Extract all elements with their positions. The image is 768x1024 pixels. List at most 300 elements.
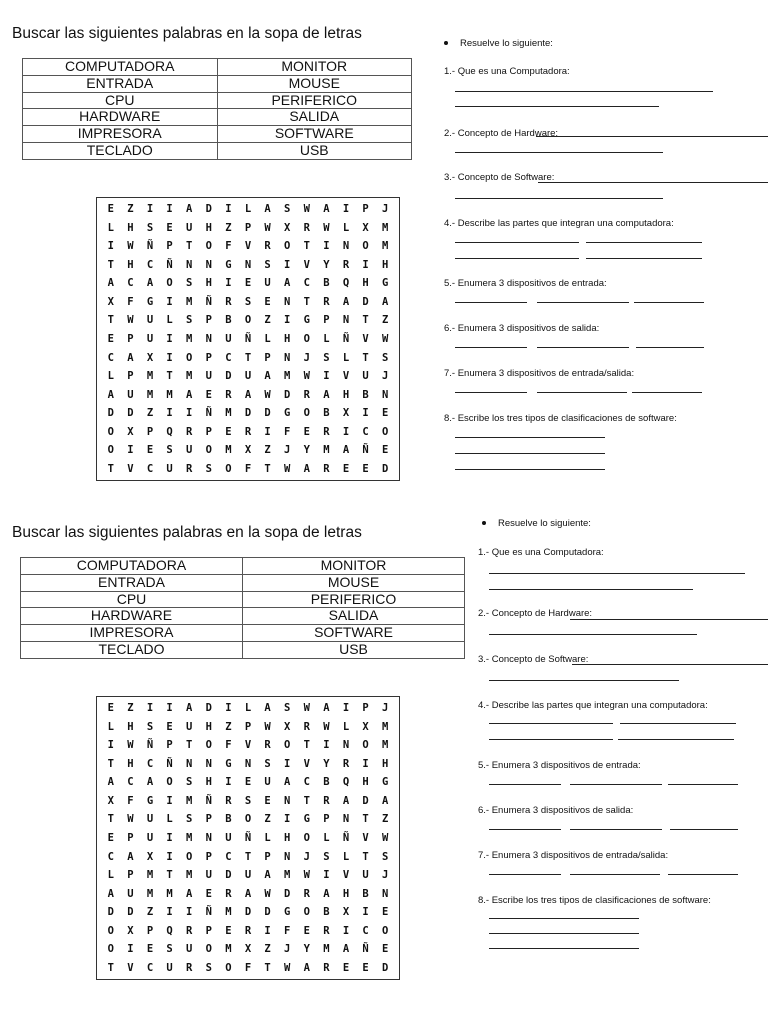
grid-letter: V [244,240,252,253]
grid-letter: H [284,332,291,345]
word-list-table [20,557,465,659]
grid-letter: A [186,702,193,715]
grid-letter: O [107,924,114,937]
answer-line[interactable] [489,739,613,740]
answer-line[interactable] [572,664,768,665]
grid-letter: E [264,295,271,308]
answer-line[interactable] [586,258,702,259]
grid-letter: O [303,407,310,420]
grid-letter: E [146,943,154,956]
grid-letter: C [107,850,114,863]
grid-letter: W [303,702,310,715]
grid-letter: P [244,720,252,733]
answer-line[interactable] [586,242,702,243]
grid-letter: U [264,776,271,789]
grid-letter: E [362,462,369,475]
grid-letter: D [225,370,232,383]
grid-letter: U [146,314,154,327]
grid-letter: S [264,757,271,770]
grid-letter: C [146,258,154,271]
grid-letter: N [205,332,212,345]
grid-letter: I [264,924,271,937]
grid-letter: O [166,776,173,789]
grid-letter: M [284,370,291,383]
grid-letter: P [205,425,212,438]
grid-letter: E [382,906,389,919]
grid-letter: J [382,702,389,715]
grid-letter: X [342,407,350,420]
grid-letter: W [264,887,271,900]
answer-line[interactable] [455,198,663,199]
grid-letter: M [186,831,193,844]
grid-letter: Ñ [205,295,212,308]
grid-letter: G [225,757,232,770]
grid-letter: I [166,794,173,807]
grid-letter: T [107,314,114,327]
question-1: 1.- Que es una Computadora: [478,547,604,558]
grid-letter: R [323,961,330,974]
grid-letter: W [382,831,389,844]
grid-letter: M [323,444,330,457]
grid-letter: Q [166,425,173,438]
grid-letter: H [362,776,369,789]
word-row [23,126,412,143]
grid-letter: Y [323,258,330,271]
question-7: 7.- Enumera 3 dispositivos de entrada/salida: [444,368,635,379]
word-row [23,142,412,159]
grid-letter: A [323,203,330,216]
grid-letter: Q [342,776,350,789]
word-cell: PERIFERICO [243,591,465,608]
grid-letter: O [303,332,310,345]
grid-letter: I [146,702,154,715]
grid-letter: B [362,887,369,900]
grid-letter: O [186,351,193,364]
answer-line[interactable] [570,619,768,620]
answer-line[interactable] [489,933,639,934]
grid-letter: D [284,388,291,401]
grid-letter: A [107,388,114,401]
grid-letter: I [284,258,291,271]
word-list-table [22,58,412,160]
answer-line[interactable] [455,242,579,243]
grid-letter: I [107,240,114,253]
grid-letter: A [107,776,114,789]
question-8: 8.- Escribe los tres tipos de clasificaciones de software: [478,895,711,906]
grid-letter: L [166,314,173,327]
answer-line[interactable] [489,723,613,724]
answer-line[interactable] [489,680,679,681]
grid-letter: U [244,869,252,882]
grid-letter: W [303,203,310,216]
answer-line[interactable] [632,392,702,393]
grid-letter: H [127,221,134,234]
grid-letter: M [382,739,389,752]
grid-letter: Y [303,444,310,457]
grid-letter: S [205,961,212,974]
answer-line[interactable] [489,874,561,875]
answer-line[interactable] [537,302,629,303]
grid-letter: H [284,831,291,844]
grid-letter: O [225,961,232,974]
answer-line[interactable] [668,874,738,875]
grid-letter: I [186,407,193,420]
grid-letter: I [284,813,291,826]
grid-letter: C [127,277,134,290]
word-row [23,75,412,92]
grid-letter: A [264,370,271,383]
grid-letter: L [342,720,350,733]
grid-letter: U [146,831,154,844]
grid-letter: B [225,813,232,826]
grid-letter: A [127,351,134,364]
grid-letter: S [284,702,291,715]
answer-line[interactable] [455,91,713,92]
answer-line[interactable] [570,829,662,830]
grid-letter: E [303,425,310,438]
grid-letter: Z [146,906,154,919]
grid-letter: A [342,444,350,457]
word-row [23,109,412,126]
grid-letter: U [166,961,173,974]
grid-letter: T [303,739,310,752]
grid-letter: L [107,869,114,882]
grid-letter: Z [382,314,389,327]
grid-letter: M [146,370,154,383]
grid-letter: A [186,887,193,900]
grid-letter: Z [264,314,271,327]
grid-letter: E [107,702,114,715]
grid-letter: J [303,850,310,863]
grid-letter: I [284,314,291,327]
grid-letter: X [284,221,291,234]
grid-letter: N [382,388,389,401]
grid-letter: R [186,924,193,937]
grid-letter: S [382,351,389,364]
answer-line[interactable] [537,392,627,393]
grid-letter: I [342,924,350,937]
answer-line[interactable] [537,347,629,348]
grid-letter: W [264,221,271,234]
answer-line[interactable] [455,152,663,153]
word-cell: MONITOR [243,558,465,575]
grid-letter: X [127,425,134,438]
grid-letter: R [342,757,350,770]
grid-letter: P [205,850,212,863]
grid-letter: A [342,295,350,308]
grid-letter: L [107,370,114,383]
grid-letter: H [382,258,389,271]
grid-letter: Ñ [146,240,154,253]
grid-letter: S [186,314,193,327]
grid-letter: I [323,240,330,253]
grid-letter: O [205,444,212,457]
answer-line[interactable] [489,634,697,635]
grid-letter: H [205,277,212,290]
answer-line[interactable] [634,302,704,303]
answer-line[interactable] [489,829,561,830]
grid-letter: X [362,221,369,234]
grid-letter: I [225,203,232,216]
answer-line[interactable] [455,392,527,393]
grid-letter: C [146,757,154,770]
grid-letter: X [362,720,369,733]
word-cell: SOFTWARE [217,126,412,143]
grid-letter: Y [303,943,310,956]
grid-letter: G [146,794,154,807]
grid-letter: I [166,702,173,715]
grid-letter: O [284,739,291,752]
grid-letter: T [166,869,173,882]
answer-line[interactable] [455,469,605,470]
grid-letter: R [323,425,330,438]
grid-letter: E [107,831,114,844]
grid-letter: I [264,425,271,438]
grid-letter: U [166,462,173,475]
answer-line[interactable] [455,106,659,107]
word-row [23,59,412,76]
grid-letter: N [205,757,212,770]
grid-letter: T [362,314,369,327]
grid-letter: N [186,258,193,271]
grid-letter: F [244,961,252,974]
grid-letter: E [166,221,173,234]
grid-letter: X [107,794,114,807]
grid-letter: L [342,351,350,364]
grid-letter: T [166,370,173,383]
grid-letter: A [264,702,271,715]
grid-letter: N [382,887,389,900]
answer-line[interactable] [455,258,579,259]
word-cell: IMPRESORA [21,625,243,642]
grid-letter: W [264,388,271,401]
grid-letter: F [284,425,291,438]
grid-letter: Z [127,702,134,715]
answer-line[interactable] [570,874,660,875]
answer-line[interactable] [489,948,639,949]
grid-letter: R [244,425,252,438]
grid-letter: A [323,702,330,715]
grid-letter: C [225,351,232,364]
grid-letter: U [127,887,134,900]
grid-letter: U [146,332,154,345]
answer-line[interactable] [455,347,527,348]
grid-letter: D [205,203,212,216]
grid-letter: O [205,240,212,253]
question-2: 2.- Concepto de Hardware: [478,608,593,619]
grid-letter: T [362,850,369,863]
grid-letter: W [303,370,310,383]
word-cell: TECLADO [21,641,243,658]
word-cell: HARDWARE [21,608,243,625]
grid-letter: C [146,462,154,475]
grid-letter: C [146,961,154,974]
question-3: 3.- Concepto de Software: [478,654,589,665]
grid-letter: N [205,258,212,271]
grid-letter: M [382,240,389,253]
grid-letter: V [342,869,350,882]
answer-line[interactable] [536,136,768,137]
word-cell: COMPUTADORA [21,558,243,575]
grid-letter: I [166,850,173,863]
grid-letter: I [323,869,330,882]
grid-letter: M [225,906,232,919]
grid-letter: O [382,425,389,438]
grid-letter: H [205,776,212,789]
grid-letter: D [225,869,232,882]
grid-letter: O [382,924,389,937]
answer-line[interactable] [455,302,527,303]
grid-letter: R [303,720,310,733]
grid-letter: O [107,943,114,956]
grid-letter: E [342,961,350,974]
grid-letter: A [186,203,193,216]
grid-letter: F [127,794,134,807]
grid-letter: L [342,850,350,863]
grid-letter: O [303,906,310,919]
grid-letter: T [107,961,114,974]
grid-letter: P [264,850,271,863]
answer-line[interactable] [670,829,738,830]
grid-letter: E [225,425,232,438]
grid-letter: D [244,407,252,420]
word-row [21,558,465,575]
questions-panel [478,512,768,1024]
grid-letter: Z [127,203,134,216]
grid-letter: A [107,277,114,290]
grid-letter: A [146,776,154,789]
grid-letter: I [166,351,173,364]
grid-letter: M [146,869,154,882]
grid-letter: A [244,388,252,401]
grid-letter: U [127,388,134,401]
questions-panel [444,0,744,512]
grid-letter: P [362,203,369,216]
grid-letter: M [382,720,389,733]
grid-letter: Y [323,757,330,770]
grid-letter: O [166,277,173,290]
grid-letter: W [127,240,134,253]
answer-line[interactable] [489,573,745,574]
grid-letter: U [186,943,193,956]
grid-letter: P [127,370,134,383]
grid-letter: P [127,831,134,844]
grid-letter: E [166,720,173,733]
grid-letter: D [107,407,114,420]
grid-letter: O [225,462,232,475]
answer-line[interactable] [668,784,738,785]
grid-letter: S [284,203,291,216]
grid-letter: C [225,850,232,863]
grid-letter: P [146,924,154,937]
grid-letter: X [244,444,252,457]
answer-line[interactable] [489,784,561,785]
grid-letter: E [205,388,212,401]
grid-letter: D [264,906,271,919]
answer-line[interactable] [489,589,693,590]
grid-letter: A [264,869,271,882]
grid-letter: N [342,813,350,826]
grid-letter: N [244,258,252,271]
grid-letter: G [284,906,291,919]
grid-letter: P [166,739,173,752]
grid-letter: E [146,444,154,457]
grid-letter: R [264,240,271,253]
grid-letter: M [323,943,330,956]
question-6: 6.- Enumera 3 dispositivos de salida: [478,805,634,816]
grid-letter: G [382,277,389,290]
answer-line[interactable] [570,784,662,785]
grid-letter: Ñ [205,407,212,420]
word-cell: IMPRESORA [23,126,218,143]
grid-letter: T [362,813,369,826]
grid-letter: X [342,906,350,919]
grid-letter: S [146,720,154,733]
grid-letter: L [107,720,114,733]
answer-line[interactable] [455,437,605,438]
word-cell: MOUSE [243,574,465,591]
grid-letter: A [303,462,310,475]
grid-letter: V [303,757,310,770]
word-row [21,625,465,642]
word-cell: USB [243,641,465,658]
grid-letter: U [205,370,212,383]
question-5: 5.- Enumera 3 dispositivos de entrada: [444,278,607,289]
word-row [23,92,412,109]
worksheet-title: Buscar las siguientes palabras en la sopa de letras [12,25,362,42]
answer-line[interactable] [455,453,605,454]
grid-letter: U [362,370,369,383]
answer-line[interactable] [538,182,768,183]
grid-letter: S [264,258,271,271]
grid-letter: W [127,739,134,752]
grid-letter: I [166,906,173,919]
grid-letter: O [284,240,291,253]
grid-letter: P [205,924,212,937]
answer-line[interactable] [620,723,736,724]
grid-letter: P [166,240,173,253]
grid-letter: C [362,425,369,438]
grid-letter: A [284,776,291,789]
grid-letter: O [107,444,114,457]
grid-letter: O [303,831,310,844]
grid-letter: G [303,314,310,327]
grid-letter: C [303,277,310,290]
grid-letter: B [323,407,330,420]
worksheet-copy-bottom [0,512,768,1024]
grid-letter: M [146,388,154,401]
grid-letter: I [323,370,330,383]
grid-letter: S [186,277,193,290]
grid-letter: C [107,351,114,364]
grid-letter: I [362,906,369,919]
grid-letter: R [303,887,310,900]
grid-letter: D [107,906,114,919]
grid-letter: C [303,776,310,789]
grid-letter: N [244,757,252,770]
grid-letter: W [127,314,134,327]
answer-line[interactable] [636,347,704,348]
grid-letter: I [342,702,350,715]
answer-line[interactable] [489,918,639,919]
grid-letter: P [205,813,212,826]
answer-line[interactable] [618,739,734,740]
grid-letter: W [323,221,330,234]
grid-letter: O [186,850,193,863]
grid-letter: P [127,332,134,345]
grid-letter: M [146,887,154,900]
grid-letter: W [323,720,330,733]
